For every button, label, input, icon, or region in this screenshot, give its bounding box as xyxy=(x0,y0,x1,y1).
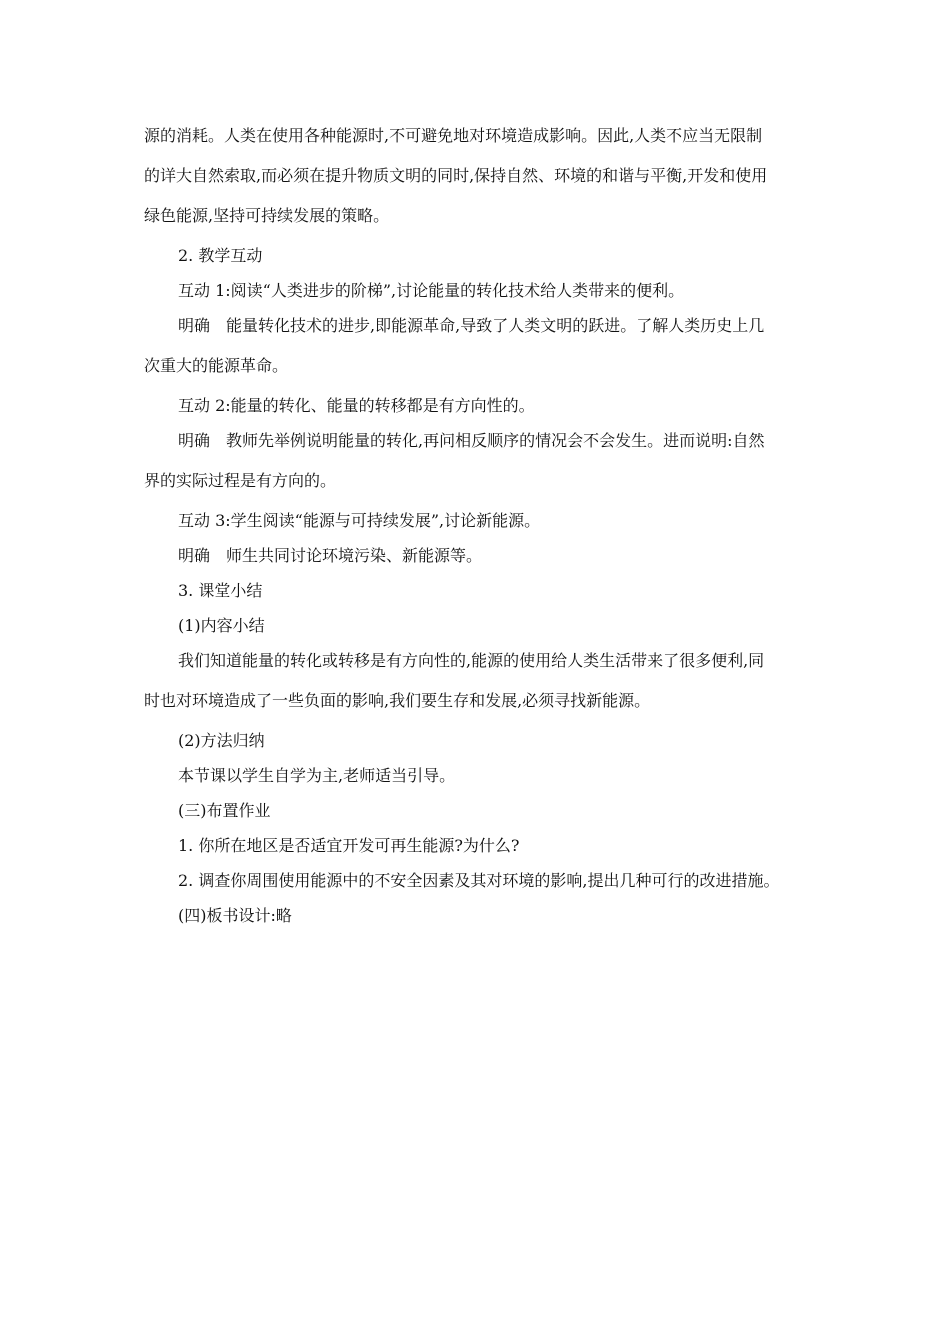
paragraph-energy-consumption xyxy=(144,118,806,238)
paragraph-clarification-1 xyxy=(144,308,806,388)
clarify-label: 明确 xyxy=(178,546,211,565)
text-line: 2. 调查你周围使用能源中的不安全因素及其对环境的影响,提出几种可行的改进措施。 xyxy=(178,871,780,890)
homework-item-1 xyxy=(144,828,806,863)
text-line: 2. 教学互动 xyxy=(178,246,263,265)
text-line: 时也对环境造成了一些负面的影响,我们要生存和发展,必须寻找新能源。 xyxy=(144,691,651,710)
document-body xyxy=(144,118,806,933)
paragraph-clarification-3 xyxy=(144,538,806,573)
paragraph-method-summary xyxy=(144,758,806,793)
section-heading-teaching-interaction xyxy=(144,238,806,273)
section-heading-board-design xyxy=(144,898,806,933)
subheading-method-summary xyxy=(144,723,806,758)
clarify-label: 明确 xyxy=(178,431,211,450)
text-line: 互动 1:阅读“人类进步的阶梯”,讨论能量的转化技术给人类带来的便利。 xyxy=(178,281,685,300)
text-line: (四)板书设计:略 xyxy=(178,906,292,925)
text-line: 的详大自然索取,而必须在提升物质文明的同时,保持自然、环境的和谐与平衡,开发和使用 xyxy=(144,166,768,185)
text-line: (1)内容小结 xyxy=(178,616,265,635)
text-line xyxy=(144,423,806,463)
clarify-text: 师生共同讨论环境污染、新能源等。 xyxy=(226,546,483,565)
text-line: 本节课以学生自学为主,老师适当引导。 xyxy=(178,766,456,785)
section-heading-class-summary xyxy=(144,573,806,608)
text-line: 绿色能源,坚持可持续发展的策略。 xyxy=(144,206,390,225)
paragraph-interaction-1 xyxy=(144,273,806,308)
clarify-text: 能量转化技术的进步,即能源革命,导致了人类文明的跃进。了解人类历史上几 xyxy=(226,316,765,335)
clarify-text: 教师先举例说明能量的转化,再问相反顺序的情况会不会发生。进而说明:自然 xyxy=(226,431,765,450)
paragraph-clarification-2 xyxy=(144,423,806,503)
text-line xyxy=(144,538,806,573)
text-line: 互动 3:学生阅读“能源与可持续发展”,讨论新能源。 xyxy=(178,511,541,530)
paragraph-interaction-3 xyxy=(144,503,806,538)
paragraph-content-summary xyxy=(144,643,806,723)
subheading-content-summary xyxy=(144,608,806,643)
paragraph-interaction-2 xyxy=(144,388,806,423)
text-line: (2)方法归纳 xyxy=(178,731,265,750)
text-line xyxy=(144,308,806,348)
homework-item-2 xyxy=(144,863,806,898)
text-line: 我们知道能量的转化或转移是有方向性的,能源的使用给人类生活带来了很多便利,同 xyxy=(178,651,765,670)
text-line: 3. 课堂小结 xyxy=(178,581,263,600)
section-heading-homework xyxy=(144,793,806,828)
text-line: 源的消耗。人类在使用各种能源时,不可避免地对环境造成影响。因此,人类不应当无限制 xyxy=(144,126,763,145)
text-line: 1. 你所在地区是否适宜开发可再生能源?为什么? xyxy=(178,836,520,855)
text-line: 互动 2:能量的转化、能量的转移都是有方向性的。 xyxy=(178,396,535,415)
text-line: 次重大的能源革命。 xyxy=(144,356,289,375)
text-line: (三)布置作业 xyxy=(178,801,271,820)
clarify-label: 明确 xyxy=(178,316,211,335)
text-line: 界的实际过程是有方向的。 xyxy=(144,471,337,490)
